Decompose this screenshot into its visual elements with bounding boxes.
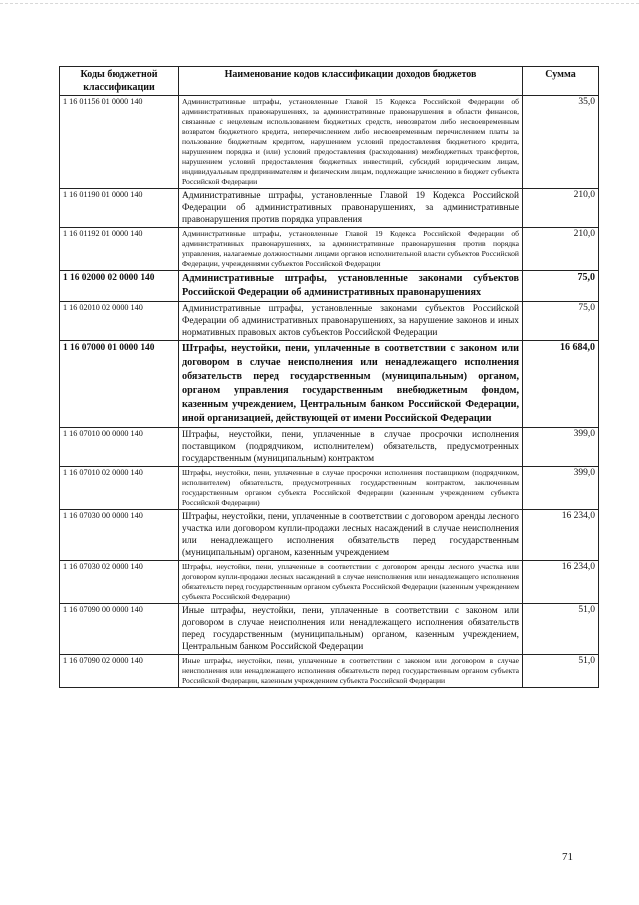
row-code: 1 16 07090 00 0000 140 [60, 604, 179, 655]
table-row [60, 228, 599, 271]
row-name: Административные штрафы, установленные законами субъектов Российской Федерации об административных правонарушениях [179, 271, 523, 302]
row-name: Штрафы, неустойки, пени, уплаченные в соответствии с договором аренды лесного участка или договором купли-продажи лесных насаждений в случае неисполнения или ненадлежащего исполнения обязательств перед государственным органом субъекта Российской Федерации (казенным учреждением субъекта Российской Федерации) [179, 561, 523, 604]
table-row [60, 655, 599, 688]
row-code: 1 16 01156 01 0000 140 [60, 96, 179, 189]
row-code: 1 16 02010 02 0000 140 [60, 302, 179, 341]
table-row [60, 302, 599, 341]
row-sum: 16 234,0 [523, 561, 599, 604]
row-sum: 210,0 [523, 189, 599, 228]
table-row [60, 510, 599, 561]
table-row [60, 604, 599, 655]
row-name: Административные штрафы, установленные законами субъектов Российской Федерации об административных правонарушениях, за нарушение законов и иных нормативных правовых актов субъектов Российской Федерации [179, 302, 523, 341]
table-row-total [60, 341, 599, 428]
row-name: Штрафы, неустойки, пени, уплаченные в соответствии с договором аренды лесного участка или договором купли-продажи лесных насаждений в случае неисполнения или ненадлежащего исполнения обязательств перед государственным (муниципальным) органом, казенным учреждением [179, 510, 523, 561]
row-sum: 16 684,0 [523, 341, 599, 428]
row-name: Иные штрафы, неустойки, пени, уплаченные в соответствии с законом или договором в случае неисполнения или ненадлежащего исполнения обязательств перед государственным (муниципальным) органом, казенным учреждением, Центральным банком Российской Федерации [179, 604, 523, 655]
row-code: 1 16 02000 02 0000 140 [60, 271, 179, 302]
row-name: Административные штрафы, установленные Главой 19 Кодекса Российской Федерации об административных правонарушениях, за административные правонарушения против порядка управления, налагаемые должностными лицами органов исполнительной власти субъектов Российской Федерации, учреждениями субъектов Российской Федерации [179, 228, 523, 271]
table-row [60, 428, 599, 467]
row-sum: 51,0 [523, 655, 599, 688]
row-name: Штрафы, неустойки, пени, уплаченные в соответствии с законом или договором в случае неисполнения или ненадлежащего исполнения обязательств перед государственным (муниципальным) органом, органом управления государственным внебюджетным фондом, казенным учреждением, Центральным банком Российской Федерации, иной организацией, действующей от имени Российской Федерации [179, 341, 523, 428]
row-sum: 399,0 [523, 428, 599, 467]
row-code: 1 16 07000 01 0000 140 [60, 341, 179, 428]
table-header-row [60, 67, 599, 96]
row-name: Штрафы, неустойки, пени, уплаченные в случае просрочки исполнения поставщиком (подрядчиком, исполнителем) обязательств, предусмотренных государственным контрактом, заключенным государственным органом субъекта Российской Федерации (казенным учреждением субъекта Российской Федерации) [179, 467, 523, 510]
row-sum: 35,0 [523, 96, 599, 189]
header-budget-codes: Коды бюджетной классификации [60, 67, 179, 96]
table-row [60, 561, 599, 604]
row-name: Иные штрафы, неустойки, пени, уплаченные в соответствии с законом или договором в случае неисполнения или ненадлежащего исполнения обязательств перед государственным органом субъекта Российской Федерации, казенным учреждением субъекта Российской Федерации [179, 655, 523, 688]
header-code-names: Наименование кодов классификации доходов бюджетов [179, 67, 523, 96]
table-row [60, 189, 599, 228]
row-code: 1 16 01190 01 0000 140 [60, 189, 179, 228]
table-row [60, 96, 599, 189]
row-sum: 210,0 [523, 228, 599, 271]
row-code: 1 16 07010 00 0000 140 [60, 428, 179, 467]
row-code: 1 16 07030 00 0000 140 [60, 510, 179, 561]
row-sum: 75,0 [523, 271, 599, 302]
row-code: 1 16 07030 02 0000 140 [60, 561, 179, 604]
page-number: 71 [562, 851, 573, 863]
row-sum: 75,0 [523, 302, 599, 341]
budget-revenue-table [59, 66, 599, 688]
table-row-total [60, 271, 599, 302]
scan-edge-line [0, 3, 639, 4]
row-sum: 16 234,0 [523, 510, 599, 561]
row-name: Административные штрафы, установленные Главой 19 Кодекса Российской Федерации об административных правонарушениях, за административные правонарушения против порядка управления [179, 189, 523, 228]
table-row [60, 467, 599, 510]
header-sum: Сумма [523, 67, 599, 96]
row-code: 1 16 07090 02 0000 140 [60, 655, 179, 688]
row-code: 1 16 07010 02 0000 140 [60, 467, 179, 510]
row-name: Административные штрафы, установленные Главой 15 Кодекса Российской Федерации об административных правонарушениях, за административные правонарушения в области финансов, связанные с нецелевым использованием бюджетных средств, невозвратом либо несвоевременным возвратом бюджетного кредита, неперечислением либо несвоевременным перечислением платы за пользование бюджетным кредитом, нарушением условий предоставления бюджетного кредита, нарушением порядка и (или) условий предоставления (расходования) межбюджетных трансфертов, нарушением условий предоставления бюджетных инвестиций, субсидий юридическим лицам, индивидуальным предпринимателям и физическим лицам, подлежащие зачислению в бюджет субъекта Российской Федерации [179, 96, 523, 189]
row-name: Штрафы, неустойки, пени, уплаченные в случае просрочки исполнения поставщиком (подрядчиком, исполнителем) обязательств, предусмотренных государственным (муниципальным) контрактом [179, 428, 523, 467]
row-code: 1 16 01192 01 0000 140 [60, 228, 179, 271]
row-sum: 51,0 [523, 604, 599, 655]
row-sum: 399,0 [523, 467, 599, 510]
